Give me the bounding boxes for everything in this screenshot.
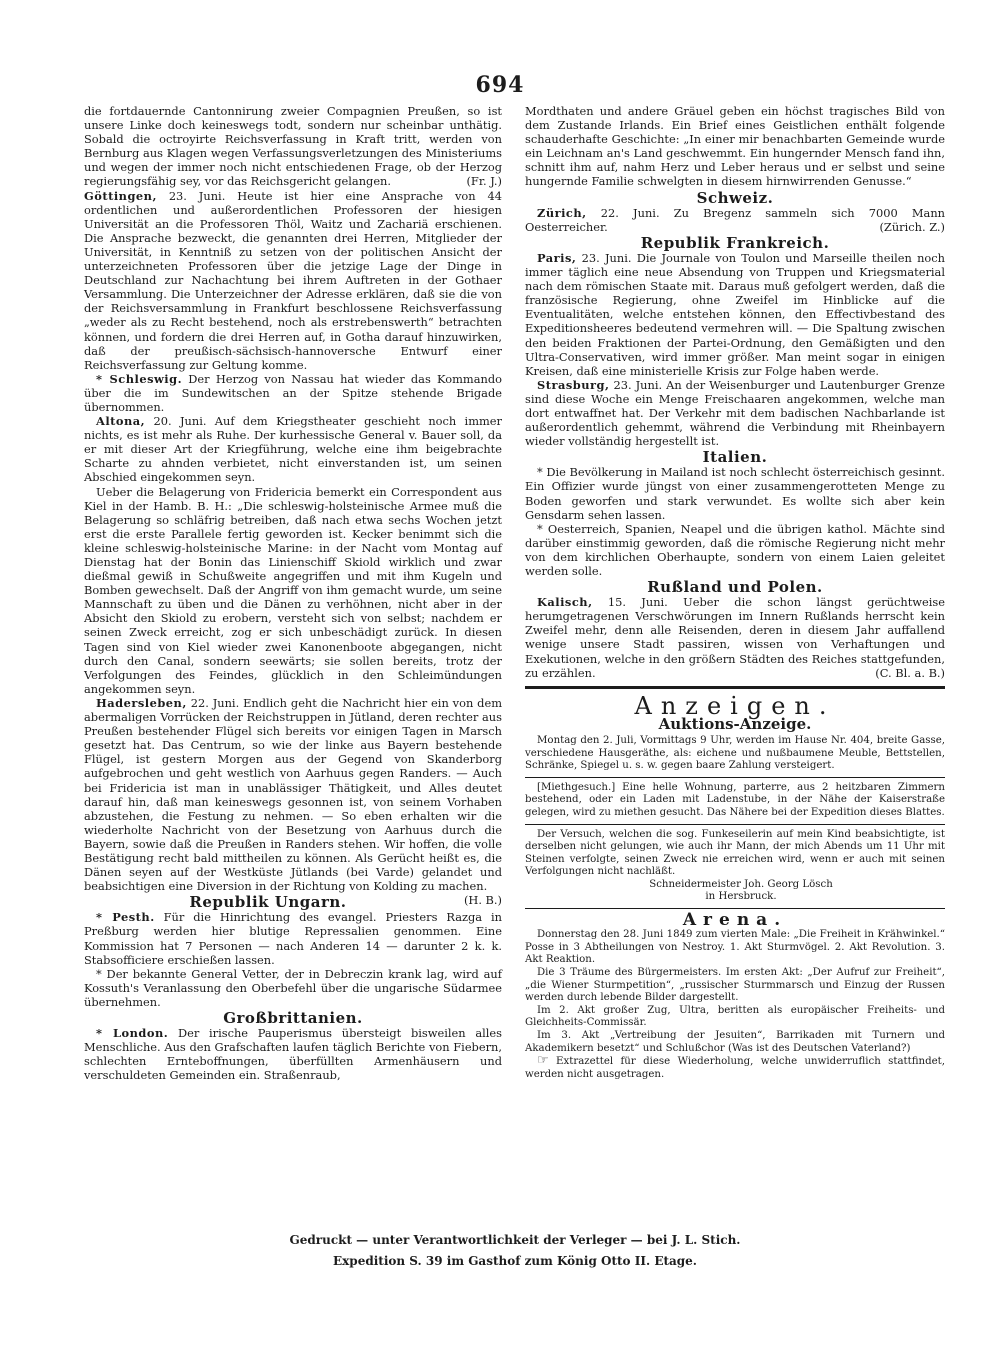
pointing-hand-icon: ☞ — [537, 1053, 549, 1069]
article-text: * Die Bevölkerung in Mailand ist noch schlecht österreichisch gesinnt. Ein Offizier wurde jüngst von einer zusammengerotteten Menge zu Boden geworfen und stark verwundet. Es wollte sich aber kein Gensdarm sehen lassen. — [525, 465, 945, 522]
article-text: Hadersleben, 22. Juni. Endlich geht die Nachricht hier ein von dem abermaligen Vorrücken der Reichstruppen in Jütland, deren rechter aus Preußen bestehender Flügel sich bereits vor einigen Tagen in Marsch gesetzt hat. Das Centrum, so wie der linke aus Bayern bestehende Flügel, ist gestern Morgen aus der Gegend von Skanderborg aufgebrochen und geht westlich von Aarhuus gegen Randers. — Auch bei Fridericia ist man in unablässiger Thätigkeit, und Alles deutet darauf hin, daß man keineswegs gesonnen ist, von seinem Vorhaben abzustehen, die Festung zu nehmen. — So eben erhalten wir die wiederholte Nachricht von der Besetzung von Aarhuus durch die Bayern, sowie daß die Preußen in Randers stehen. Wir hoffen, die volle Bestätigung recht bald mittheilen zu können. Als Gerücht heißt es, die Dänen seyen auf der Westküste Jütlands (bei Varde) gelandet und beabsichtigen eine Diversion in der Richtung von Kolding zu machen. (H. B.) — [84, 695, 502, 908]
section-heading-ungarn: Republik Ungarn. — [189, 893, 347, 912]
notice-ad: Der Versuch, welchen die sog. Funkeseilerin auf mein Kind beabsichtigte, ist derselben nicht gelungen, wie auch ihr Mann, der mich Abends um 11 Uhr mit Steinen verfolgte, seinen Zweck nie erreichen wird, wenn er auch mit seinen Verfolgungen nicht nachläßt. — [525, 828, 945, 878]
page-number: 694 — [475, 72, 525, 98]
section-heading-italien: Italien. — [702, 448, 768, 467]
article-text: Strasburg, 23. Juni. An der Weisenburger und Lautenburger Grenze sind diese Woche ein Menge Freischaaren angekommen, welche man dort entwaffnet hat. Der Verkehr mit dem badischen Nachbarlande ist außerordentlich gehemmt, während die Verbindung mit Rheinbayern wieder vollständig hergestellt ist. — [525, 377, 946, 449]
article-text: Mordthaten und andere Gräuel geben ein höchst tragisches Bild von dem Zustande Irlands. Ein Brief eines Geistlichen enthält folgende schauderhafte Geschichte: „In einer mir benachbarten Gemeinde wurde ein Leichnam an's Land geschwemmt. Ein hungernder Mensch fand ihn, schnitt ihm auf, nahm Herz und Leber heraus und er selbst und seine hungernde Familie schwelgten in diesem hirnwirrenden Genusse.“ — [525, 104, 945, 189]
article-text: Paris, 23. Juni. Die Journale von Toulon und Marseille theilen noch immer täglich eine neue Absendung von Truppen und Kriegsmaterial nach dem römischen Staate mit. Daraus muß gefolgert werden, daß die französische Regierung, ohne Zweifel im Hinblicke auf die Eventualitäten, welche entstehen können, den Effectivbestand des Expeditionsheeres bedeutend vermehren will. — Die Spaltung zwischen den beiden Fraktionen der Partei-Ordnung, den Gemäßigten und den Ultra-Conservativen, wird immer größer. Man meint sogar in einigen Kreisen, daß eine ministerielle Krisis zur Folge haben werde. — [525, 250, 946, 378]
article-text: Altona, 20. Juni. Auf dem Kriegstheater geschieht noch immer nichts, es ist mehr als Ruhe. Der kurhessische General v. Bauer soll, da er mit dieser Art der Kriegführung, welche eine ihm beigebrachte Scharte zu ahnden verbietet, nicht einverstanden ist, um seinen Abschied eingekommen seyn. — [84, 414, 502, 485]
article-text: * Der bekannte General Vetter, der in Debreczin krank lag, wird auf Kossuth's Veranlassung den Oberbefehl über die ungarische Südarmee übernehmen. — [84, 966, 502, 1009]
ad-divider — [525, 824, 945, 825]
article-text: * Schleswig. Der Herzog von Nassau hat wieder das Kommando über die im Sundewitschen an der Spitze stehende Brigade übernommen. — [84, 371, 502, 414]
article-text: Göttingen, 23. Juni. Heute ist hier eine Ansprache von 44 ordentlichen und außerordentlichen Professoren der hiesigen Universität an die Professoren Thöl, Waitz und Zachariä erschienen. Die Ansprache bezweckt, die genannten drei Herren, Mitglieder der Universität, in Kenntniß zu setzen von der politischen Ansicht der unterzeichneten Professoren über die jetzige Lage der Dinge in Deutschland zur Nachachtung bei ihrem Auftreten in der Gothaer Versammlung. Die Unterzeichner der Adresse erklären, daß sie die von der Reichsversammlung in Frankfurt beschlossene Reichsverfassung „weder als zu Recht bestehend, noch als erstrebenswerth“ betrachten können, und fordern die drei Herren auf, in Gotha darauf hinzuwirken, daß der preußisch-sächsisch-hannoversche Entwurf einer Reichsverfassung zur Geltung komme. — [84, 188, 503, 372]
arena-text: Die 3 Träume des Bürgermeisters. Im ersten Akt: „Der Aufruf zur Freiheit“, „die Wiener Sturmpetition“, „russischer Sturmmarsch und Einzug der Russen werden durch lebende Bilder dargestellt. — [525, 966, 945, 1004]
article-text: Kalisch, 15. Juni. Ueber die schon längst gerüchtweise herumgetragenen Verschwörungen im Innern Rußlands herrscht kein Zweifel mehr, denn alle Reisenden, deren in diesem Jahr auffallend wenige unsere Stadt passiren, wissen von Verhaftungen und Exekutionen, welche in den größern Städten des Reiches stattgefunden, zu erzählen. (C. Bl. a. B.) — [525, 595, 945, 680]
ad-divider — [525, 908, 945, 909]
auction-heading: Auktions-Anzeige. — [658, 714, 812, 733]
auction-ad: Montag den 2. Juli, Vormittags 9 Uhr, werden im Hause Nr. 404, breite Gasse, verschiedene Hausgeräthe, als: eichene und nußbaumene Meuble, Bettstellen, Schränke, Spiegel u. s. w. gegen baare Zahlung versteigert. — [525, 734, 945, 772]
arena-note: ☞ Extrazettel für diese Wiederholung, welche unwiderruflich stattfindet, werden nicht ausgetragen. — [525, 1053, 945, 1080]
article-text: * Oesterreich, Spanien, Neapel und die übrigen kathol. Mächte sind darüber einstimmig geworden, daß die römische Regierung nicht mehr von dem kirchlichen Oberhaupte, sondern von einem Laien geleitet werden solle. — [525, 521, 945, 578]
notice-signature: Schneidermeister Joh. Georg Lösch — [649, 878, 833, 890]
article-text: * London. Der irische Pauperismus übersteigt bisweilen alles Menschliche. Aus den Grafschaften laufen täglich Berichte von Fiebern, schlechten Ernteboffnungen, überfüllten Armenhäusern und verschuldeten Gemeinden ein. Straßenraub, — [84, 1026, 502, 1083]
arena-text: Im 2. Akt großer Zug, Ultra, beritten als europäischer Freiheits- und Gleichheits-Commissär. — [525, 1004, 945, 1029]
section-divider — [525, 686, 945, 689]
ad-divider — [525, 777, 945, 778]
article-text: * Pesth. Für die Hinrichtung des evangel. Priesters Razga in Preßburg werden hier blutige Repressalien genommen. Eine Kommission hat 7 Personen — nach Anderen 14 — darunter 2 k. k. Stabsofficiere erschießen lassen. — [84, 910, 502, 967]
left-column — [84, 104, 502, 1082]
section-heading-grossbrittanien: Großbrittanien. — [223, 1009, 363, 1027]
article-text: Zürich, 22. Juni. Zu Bregenz sammeln sich 7000 Mann Oesterreicher. (Zürich. Z.) — [525, 205, 945, 234]
arena-text: Donnerstag den 28. Juni 1849 zum vierten Male: „Die Freiheit in Krähwinkel.“ Posse in 3 Abtheilungen von Nestroy. 1. Akt Sturmvögel. 2. Akt Revolution. 3. Akt Reaktion. — [525, 929, 945, 966]
section-heading-russland: Rußland und Polen. — [647, 578, 823, 597]
rental-ad: [Miethgesuch.] Eine helle Wohnung, parterre, aus 2 heitzbaren Zimmern bestehend, oder ein Laden mit Ladenstube, in der Nähe der Kaiserstraße gelegen, wird zu miethen gesucht. Das Nähere bei der Expedition dieses Blattes. — [525, 781, 945, 818]
right-column — [525, 104, 945, 1081]
section-heading-schweiz: Schweiz. — [696, 188, 774, 207]
ads-title: Anzeigen. — [634, 691, 836, 720]
printer-line: Gedruckt — unter Verantwortlichkeit der Verleger — bei J. L. Stich. — [289, 1233, 741, 1247]
section-heading-frankreich: Republik Frankreich. — [640, 233, 830, 252]
article-text: die fortdauernde Cantonnirung zweier Compagnien Preußen, so ist unsere Linke doch keineswegs todt, sondern nur scheinbar unthätig. Sobald die octroyirte Reichsverfassung in Kraft tritt, werden von Bernburg aus Klagen wegen Verfassungsverletzungen des Ministeriums und wegen der immer noch nicht entschiedenen Frage, ob der Herzog regierungsfähig sey, vor das Reichsgericht gelangen. (Fr. J.) — [84, 104, 502, 189]
arena-heading: Arena. — [682, 910, 788, 931]
expedition-line: Expedition S. 39 im Gasthof zum König Otto II. Etage. — [333, 1254, 697, 1268]
notice-signature-place: in Hersbruck. — [705, 891, 777, 903]
article-text: Ueber die Belagerung von Fridericia bemerkt ein Correspondent aus Kiel in der Hamb. B. H.: „Die schleswig-holsteinische Armee muß die Belagerung so schläfrig betreiben, daß nach etwa sechs Wochen jetzt erst die erste Parallele fertig geworden ist. Kecker benimmt sich die kleine schleswig-holsteinische Marine: in der Nacht vom Montag auf Dienstag hat der Bonin das Linienschiff Skiold wirklich und zwar dießmal gewiß in Schußweite angegriffen und mit ihm Kugeln und Bomben gewechselt. Daß der Angriff von ihm gemacht wurde, um seine Mannschaft zu üben und die Dänen zu verhöhnen, nicht aber in der Absicht den Skiold zu erobern, versteht sich von selbst; nachdem er seinen Zweck erreicht, zog er sich unbeschädigt zurück. In diesen Tagen sind von Kiel wieder zwei Kanonenboote abgegangen, nicht durch den Canal, sondern seewärts; sie sollen bereits, trotz der Verfolgungen des Feindes, glücklich in den Schleimündungen angekommen seyn. — [84, 484, 502, 696]
arena-text: Im 3. Akt „Vertreibung der Jesuiten“, Barrikaden mit Turnern und Akademikern besetzt“ und Schlußchor (Was ist des Deutschen Vaterland?) — [525, 1029, 945, 1054]
